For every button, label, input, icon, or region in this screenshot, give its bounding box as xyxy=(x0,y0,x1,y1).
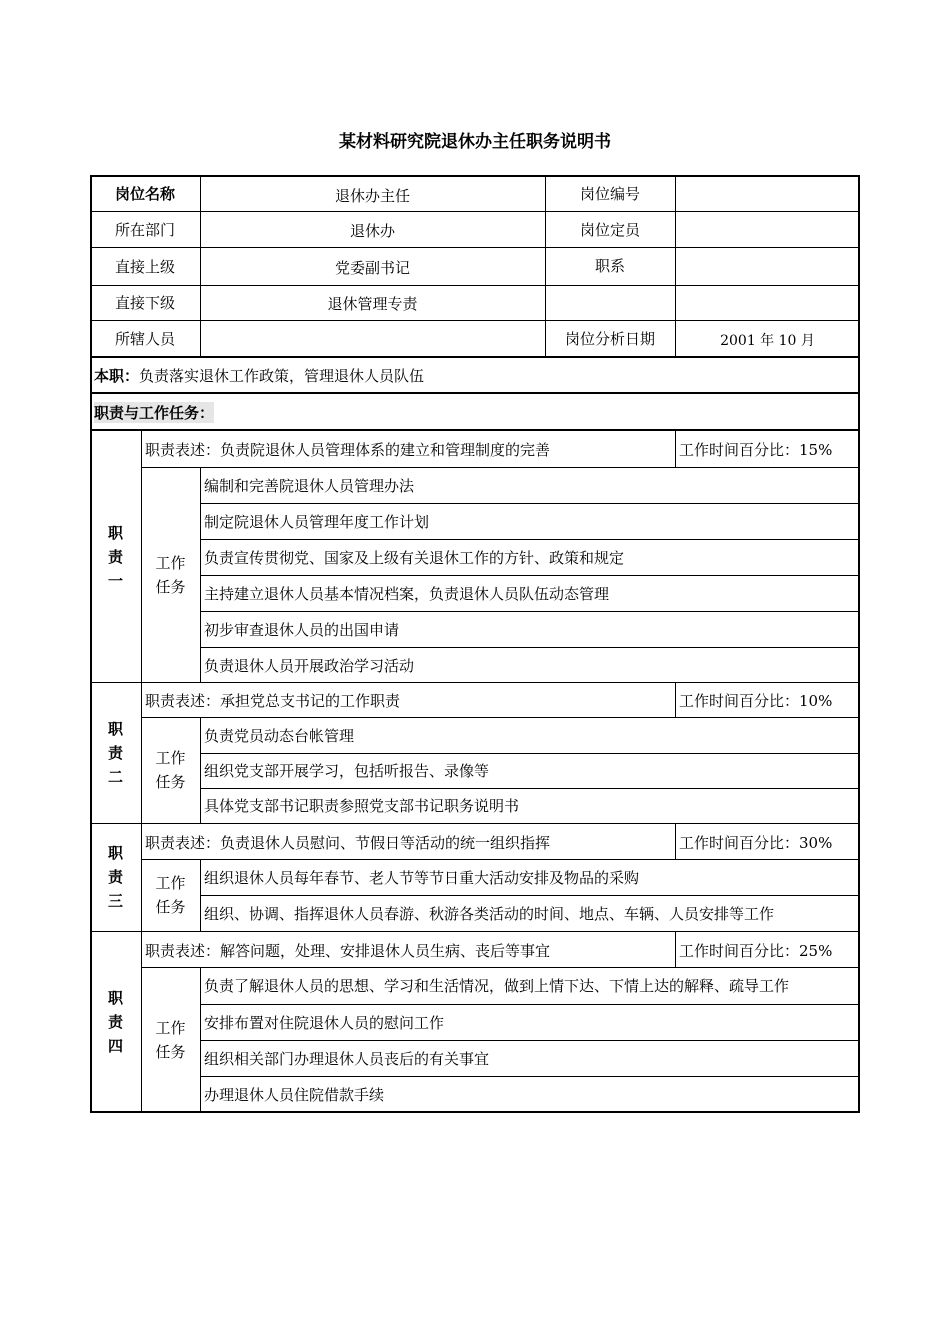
task-item: 安排布置对住院退休人员的慰问工作 xyxy=(204,1013,445,1032)
grid-line xyxy=(90,320,860,321)
grid-line xyxy=(200,1004,860,1005)
duty-name-char: 责 xyxy=(107,743,123,762)
grid-line xyxy=(90,285,860,286)
label-row4-col3 xyxy=(545,285,675,320)
duty-time-percentage: 工作时间百分比：15% xyxy=(679,441,833,459)
value-direct-subordinate: 退休管理专责 xyxy=(327,295,418,313)
task-label xyxy=(141,967,200,1112)
grid-line xyxy=(90,682,860,683)
grid-line xyxy=(141,430,142,683)
label-job-family: 职系 xyxy=(594,257,625,275)
duty-name-char: 职 xyxy=(107,719,123,738)
grid-line xyxy=(90,429,860,430)
grid-line xyxy=(200,859,201,931)
value-position-name: 退休办主任 xyxy=(334,186,410,205)
grid-line xyxy=(90,175,860,177)
grid-line xyxy=(141,859,860,860)
grid-line xyxy=(90,392,860,394)
label-direct-superior: 直接上级 xyxy=(114,258,175,276)
duty-name-char: 三 xyxy=(107,892,123,910)
grid-line xyxy=(90,931,860,932)
grid-line xyxy=(141,717,860,718)
duty-name-char: 责 xyxy=(107,868,123,886)
grid-line xyxy=(675,931,676,967)
task-item: 制定院退休人员管理年度工作计划 xyxy=(204,512,430,531)
duty-name-char: 职 xyxy=(107,988,123,1007)
duty-name-char: 一 xyxy=(107,571,123,590)
grid-line xyxy=(200,1076,860,1077)
task-label-text: 工作 xyxy=(155,749,186,767)
duty-description: 职责表述：承担党总支书记的工作职责 xyxy=(145,692,401,710)
grid-line xyxy=(90,356,860,358)
grid-line xyxy=(90,430,860,431)
value-row4-col4 xyxy=(675,285,860,320)
grid-line xyxy=(90,175,92,1113)
task-label-text: 工作 xyxy=(155,1018,186,1037)
grid-line xyxy=(90,211,860,212)
label-direct-subordinate: 直接下级 xyxy=(114,294,175,312)
duty-name-char: 责 xyxy=(107,547,123,566)
task-item: 负责党员动态台帐管理 xyxy=(204,726,355,745)
task-item: 组织、协调、指挥退休人员春游、秋游各类活动的时间、地点、车辆、人员安排等工作 xyxy=(204,904,775,923)
duty-time-percentage: 工作时间百分比：10% xyxy=(679,692,833,710)
value-department: 退休办 xyxy=(349,221,395,240)
grid-line xyxy=(675,175,676,357)
grid-line xyxy=(200,895,860,896)
grid-line xyxy=(675,682,676,717)
grid-line xyxy=(675,430,676,467)
task-item: 负责宣传贯彻党、国家及上级有关退休工作的方针、政策和规定 xyxy=(204,548,625,567)
summary-row xyxy=(90,358,860,393)
grid-line xyxy=(675,823,676,859)
duty-description: 职责表述：负责退休人员慰问、节假日等活动的统一组织指挥 xyxy=(145,833,551,852)
grid-line xyxy=(858,175,860,1113)
grid-line xyxy=(200,575,860,576)
summary-label: 本职： xyxy=(94,367,140,385)
task-item: 负责退休人员开展政治学习活动 xyxy=(204,656,415,675)
task-label-text: 工作 xyxy=(155,554,186,572)
value-job-family xyxy=(675,247,860,284)
task-item: 具体党支部书记职责参照党支部书记职务说明书 xyxy=(204,797,520,815)
grid-line xyxy=(200,503,860,504)
grid-line xyxy=(200,1040,860,1041)
duty-name-char: 四 xyxy=(107,1036,123,1055)
job-description-table xyxy=(90,175,860,1113)
duties-heading xyxy=(90,394,860,430)
duty-name-char: 责 xyxy=(107,1012,123,1031)
grid-line xyxy=(90,1111,860,1113)
label-staff-under: 所辖人员 xyxy=(114,329,175,348)
grid-line xyxy=(200,647,860,648)
grid-line xyxy=(545,175,546,357)
task-item: 负责了解退休人员的思想、学习和生活情况，做到上情下达、下情上达的解释、疏导工作 xyxy=(204,977,790,995)
duty-name-4 xyxy=(90,931,141,1112)
grid-line xyxy=(90,823,860,824)
grid-line xyxy=(141,931,142,1112)
task-label-text: 任务 xyxy=(155,578,186,596)
grid-line xyxy=(200,175,201,357)
grid-line xyxy=(141,682,142,823)
label-position-name: 岗位名称 xyxy=(114,184,175,203)
duty-name-char: 职 xyxy=(107,844,123,862)
duty-name-char: 二 xyxy=(107,767,123,786)
duty-description: 职责表述：负责院退休人员管理体系的建立和管理制度的完善 xyxy=(145,441,551,459)
grid-line xyxy=(200,788,860,789)
grid-line xyxy=(141,823,142,931)
label-analysis-date: 岗位分析日期 xyxy=(564,329,655,348)
task-item: 组织退休人员每年春节、老人节等节日重大活动安排及物品的采购 xyxy=(204,868,640,887)
value-staff-under xyxy=(200,320,545,356)
task-label-text: 任务 xyxy=(155,898,186,916)
task-item: 组织党支部开展学习，包括听报告、录像等 xyxy=(204,762,490,780)
grid-line xyxy=(200,539,860,540)
value-position-number xyxy=(675,175,860,211)
duty-name-3 xyxy=(90,823,141,931)
duty-name-1 xyxy=(90,430,141,683)
value-direct-superior: 党委副书记 xyxy=(334,259,410,277)
grid-line xyxy=(200,611,860,612)
grid-line xyxy=(200,753,860,754)
label-department: 所在部门 xyxy=(114,220,175,239)
duties-heading-text: 职责与工作任务： xyxy=(94,403,215,422)
grid-line xyxy=(200,467,201,683)
task-label-text: 工作 xyxy=(155,874,186,892)
value-analysis-date: 2001 年 10 月 xyxy=(720,333,815,349)
task-item: 组织相关部门办理退休人员丧后的有关事宜 xyxy=(204,1049,490,1068)
summary-text: 负责落实退休工作政策，管理退休人员队伍 xyxy=(139,367,425,385)
duty-time-percentage: 工作时间百分比：30% xyxy=(679,833,833,852)
label-position-number: 岗位编号 xyxy=(579,184,640,203)
grid-line xyxy=(90,247,860,248)
duty-name-2 xyxy=(90,682,141,823)
grid-line xyxy=(200,717,201,823)
document-title: 某材料研究院退休办主任职务说明书 xyxy=(339,132,611,152)
task-item: 编制和完善院退休人员管理办法 xyxy=(204,476,415,495)
task-label-text: 任务 xyxy=(155,1042,186,1061)
task-item: 办理退休人员住院借款手续 xyxy=(204,1085,385,1104)
task-label xyxy=(141,467,200,683)
grid-line xyxy=(200,967,201,1112)
duty-name-char: 职 xyxy=(107,523,123,542)
task-label xyxy=(141,717,200,823)
duty-time-percentage: 工作时间百分比：25% xyxy=(679,941,833,960)
task-label-text: 任务 xyxy=(155,773,186,791)
task-label xyxy=(141,859,200,931)
duty-description: 职责表述：解答问题，处理、安排退休人员生病、丧后等事宜 xyxy=(145,941,551,960)
label-headcount: 岗位定员 xyxy=(579,220,640,239)
value-headcount xyxy=(675,211,860,247)
task-item: 初步审查退休人员的出国申请 xyxy=(204,620,400,639)
grid-line xyxy=(141,467,860,468)
grid-line xyxy=(141,967,860,968)
task-item: 主持建立退休人员基本情况档案，负责退休人员队伍动态管理 xyxy=(204,584,610,603)
